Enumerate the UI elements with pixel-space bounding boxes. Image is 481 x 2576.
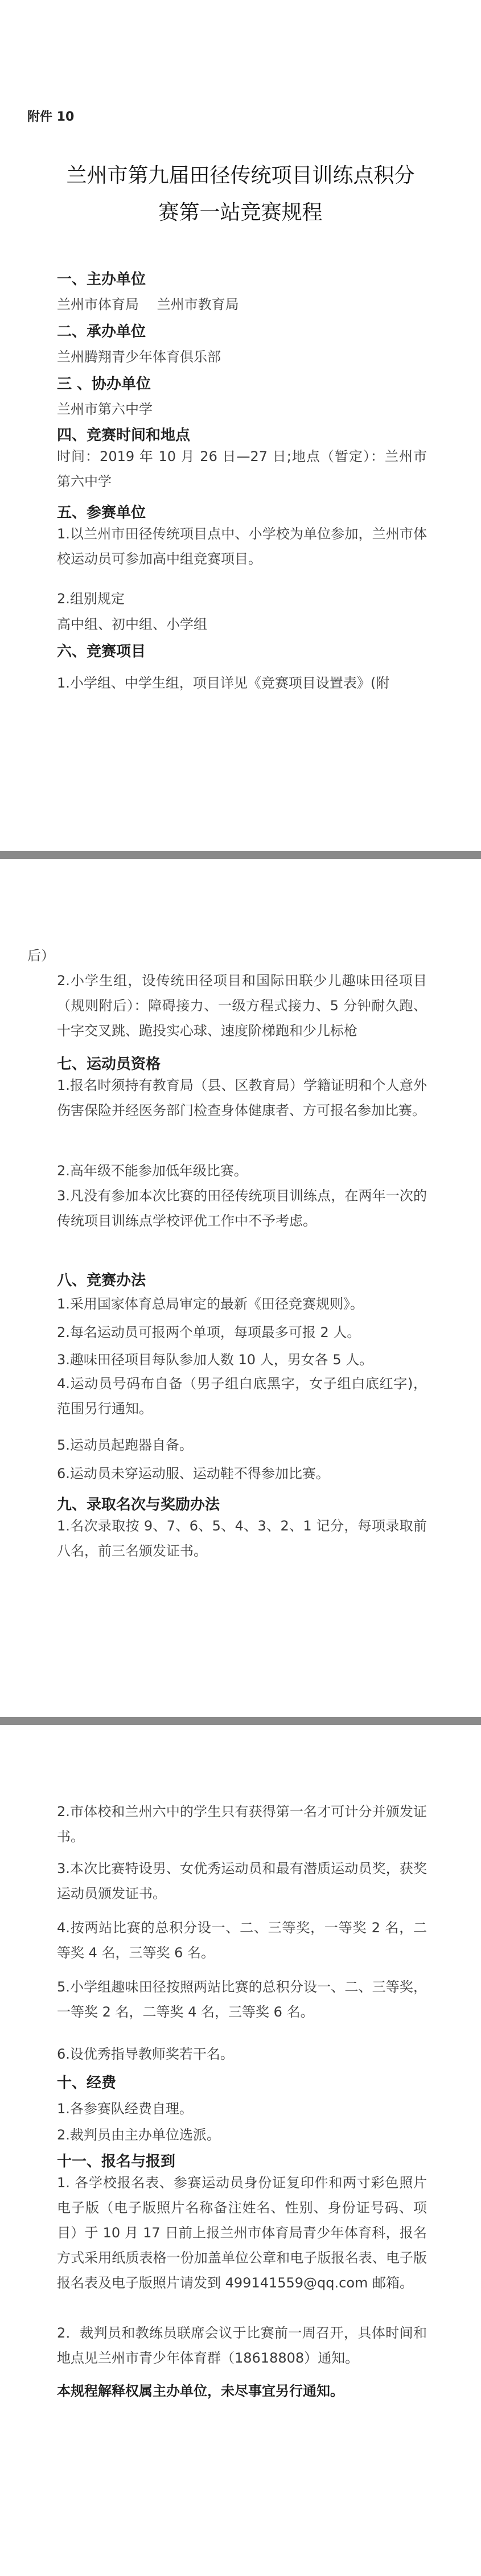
method-item-4: 4.运动员号码布自备（男子组白底黑字，女子组白底红字)，范围另行通知。 — [57, 1376, 427, 1417]
section-heading-time-place: 四、竞赛时间和地点 — [57, 427, 191, 444]
page-2 — [0, 859, 481, 1717]
section-heading-participants: 五、参赛单位 — [57, 504, 146, 521]
awards-item-1: 1.名次录取按 9、7、6、5、4、3、2、1 记分，每项录取前八名，前三名颁发证书。 — [57, 1518, 427, 1559]
method-item-2: 2.每名运动员可报两个单项，每项最多可报 2 人。 — [57, 1324, 361, 1340]
eligibility-item-1: 1.报名时须持有教育局（县、区教育局）学籍证明和个人意外伤害保险并经医务部门检查身体健康者、方可报名参加比赛。 — [57, 1077, 427, 1118]
eligibility-item-3: 3.凡没有参加本次比赛的田径传统项目训练点，在两年一次的传统项目训练点学校评优工作中不予考虑。 — [57, 1188, 427, 1229]
document-title-line-2: 赛第一站竞赛规程 — [158, 201, 323, 224]
document-title-line-1: 兰州市第九届田径传统项目训练点积分 — [66, 164, 415, 187]
method-item-5: 5.运动员起跑器自备。 — [57, 1437, 193, 1453]
funding-item-1: 1.各参赛队经费自理。 — [57, 2101, 193, 2117]
page-separator-2 — [0, 1717, 481, 1725]
section-heading-events: 六、竞赛项目 — [57, 643, 146, 660]
eligibility-item-2: 2.高年级不能参加低年级比赛。 — [57, 1163, 248, 1179]
events-item-1: 1.小学组、中学生组，项目详见《竞赛项目设置表》(附 — [57, 675, 390, 691]
method-item-3: 3.趣味田径项目每队参加人数 10 人，男女各 5 人。 — [57, 1352, 373, 1368]
participants-item-2: 2.组别规定 — [57, 591, 125, 607]
registration-item-2: 2．裁判员和教练员联席会议于比赛前一周召开，具体时间和地点见兰州市青少年体育群（18618808）通知。 — [57, 2325, 427, 2366]
section-heading-funding: 十、经费 — [57, 2075, 117, 2092]
page-1 — [0, 0, 481, 851]
participants-item-2-detail: 高中组、初中组、小学组 — [57, 616, 207, 632]
awards-item-5: 5.小学组趣味田径按照两站比赛的总积分设一、二、三等奖，一等奖 2 名，二等奖 4 名，三等奖 6 名。 — [57, 1979, 427, 2020]
funding-item-2: 2.裁判员由主办单位选派。 — [57, 2127, 220, 2143]
page-3 — [0, 1725, 481, 2576]
attachment-label: 附件 10 — [27, 110, 75, 124]
method-item-6: 6.运动员未穿运动服、运动鞋不得参加比赛。 — [57, 1466, 330, 1482]
awards-item-3: 3.本次比赛特设男、女优秀运动员和最有潜质运动员奖，获奖运动员颁发证书。 — [57, 1861, 427, 1902]
section-heading-competition-method: 八、竞赛办法 — [57, 1272, 146, 1289]
awards-item-4: 4.按两站比赛的总积分设一、二、三等奖，一等奖 2 名，二等奖 4 名，三等奖 6 名。 — [57, 1920, 427, 1961]
section-body-co-organizer: 兰州市第六中学 — [57, 401, 153, 417]
section-heading-ranking-awards: 九、录取名次与奖励办法 — [57, 1496, 220, 1513]
awards-item-6: 6.设优秀指导教师奖若干名。 — [57, 2046, 234, 2062]
section-body-organizer: 兰州市体育局 兰州市教育局 — [57, 297, 239, 312]
events-item-2: 2.小学生组，设传统田径项目和国际田联少儿趣味田径项目（规则附后）：障碍接力、一级方程式接力、5 分钟耐久跑、十字交叉跳、跪投实心球、速度阶梯跑和少儿标枪 — [57, 973, 427, 1039]
events-item-1-continuation: 后） — [27, 948, 55, 964]
section-heading-athlete-eligibility: 七、运动员资格 — [57, 1056, 161, 1073]
section-heading-registration: 十一、报名与报到 — [57, 2153, 176, 2170]
section-heading-co-organizer: 三 、协办单位 — [57, 376, 151, 393]
section-heading-undertaker: 二、承办单位 — [57, 323, 146, 340]
page-separator-1 — [0, 851, 481, 859]
section-body-time-place: 时间：2019 年 10 月 26 日—27 日;地点（暂定）：兰州市第六中学 — [57, 448, 427, 489]
section-body-undertaker: 兰州腾翔青少年体育俱乐部 — [57, 349, 221, 365]
section-heading-organizer: 一、主办单位 — [57, 271, 146, 288]
closing-statement: 本规程解释权属主办单位，未尽事宜另行通知。 — [57, 2383, 344, 2399]
awards-item-2: 2.市体校和兰州六中的学生只有获得第一名才可计分并颁发证书。 — [57, 1804, 427, 1845]
method-item-1: 1.采用国家体育总局审定的最新《田径竞赛规则》。 — [57, 1296, 364, 1312]
participants-item-1: 1.以兰州市田径传统项目点中、小学校为单位参加，兰州市体校运动员可参加高中组竞赛项目。 — [57, 526, 427, 567]
registration-item-1: 1. 各学校报名表、参赛运动员身份证复印件和两寸彩色照片电子版（电子版照片名称备注姓名、性别、身份证号码、项目）于 10 月 17 日前上报兰州市体育局青少年体育科，报名方式采用纸质表格一份加盖单位公章和电子版报名表、电子版报名表及电子版照片请发到 499141559@qq.com 邮箱。 — [57, 2175, 427, 2291]
